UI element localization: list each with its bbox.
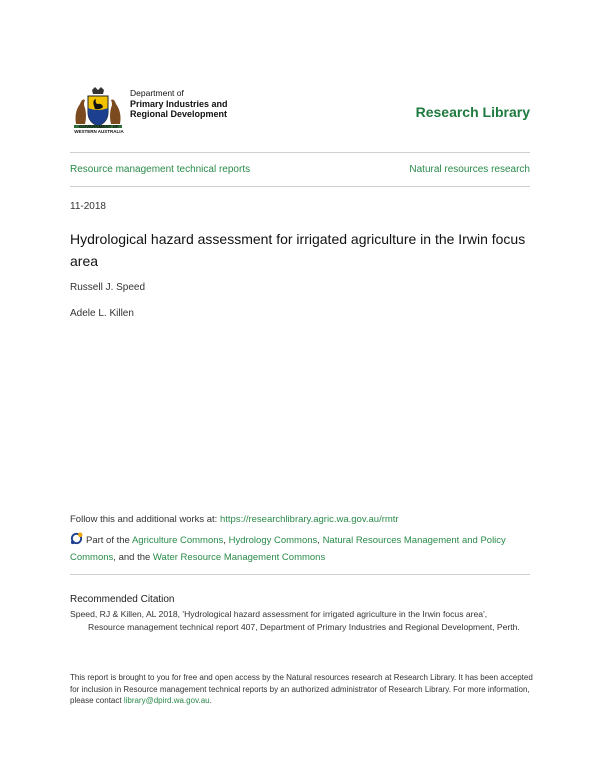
access-notice: This report is brought to you for free and open access by the Natural resources research at Research Library. It has been accepted for inclusion in Resource management technical reports by an authorized administrator of Research Library. For more information, please contact library@dpird.wa.gov.au. [70, 673, 533, 705]
notice-text: This report is brought to you for free and open access by the Natural resources research at Research Library. It has been accepted for inclusion in Resource management technical reports by an authorized administrator of Research Library. For more information, please contact [70, 673, 533, 705]
water-resource-commons-link[interactable]: Water Resource Management Commons [152, 552, 326, 563]
dept-line-3: Regional Development [130, 109, 228, 119]
document-title: Hydrological hazard assessment for irrigated agriculture in the Irwin focus area [70, 231, 526, 269]
nav-resource-management-link[interactable]: Resource management technical reports [70, 164, 251, 175]
citation-heading: Recommended Citation [70, 594, 175, 605]
divider-citation [70, 574, 530, 575]
dept-line-2: Primary Industries and [130, 98, 228, 109]
department-name [130, 88, 228, 120]
citation-line-2: Resource management technical report 407, Department of Primary Industries and Regional Development, Perth. [88, 622, 520, 632]
commons-network-icon [70, 532, 83, 545]
hydrology-commons-link[interactable]: Hydrology Commons [228, 535, 318, 546]
government-label: GOVERNMENT OF WESTERN AUSTRALIA [74, 124, 124, 134]
part-of-commons: Part of the Agriculture Commons, Hydrology Commons, Natural Resources Management and Policy Commons, and the Water Resource Management Commons [70, 532, 530, 566]
dept-line-1: Department of [130, 88, 184, 98]
follow-prefix: Follow this and additional works at: [70, 514, 220, 525]
author-1: Russell J. Speed [70, 282, 146, 293]
divider-nav [70, 186, 530, 187]
author-2: Adele L. Killen [70, 308, 134, 319]
natural-resources-commons-link[interactable]: Natural Resources Management and Policy Commons [70, 535, 506, 563]
citation-line-1: Speed, RJ & Killen, AL 2018, 'Hydrological hazard assessment for irrigated agriculture in the Irwin focus area', [70, 609, 488, 619]
divider-top [70, 152, 530, 153]
publication-date: 11-2018 [70, 201, 106, 212]
collection-url-link[interactable]: https://researchlibrary.agric.wa.gov.au/rmtr [219, 514, 399, 525]
research-library-title: Research Library [415, 104, 530, 120]
partof-prefix: Part of the [86, 535, 132, 546]
contact-email-link[interactable]: library@dpird.wa.gov.au [123, 696, 210, 705]
department-logo [70, 80, 240, 136]
citation-text [70, 608, 540, 634]
agriculture-commons-link[interactable]: Agriculture Commons [131, 535, 224, 546]
nav-natural-resources-link[interactable]: Natural resources research [409, 164, 530, 175]
follow-line [70, 514, 399, 525]
